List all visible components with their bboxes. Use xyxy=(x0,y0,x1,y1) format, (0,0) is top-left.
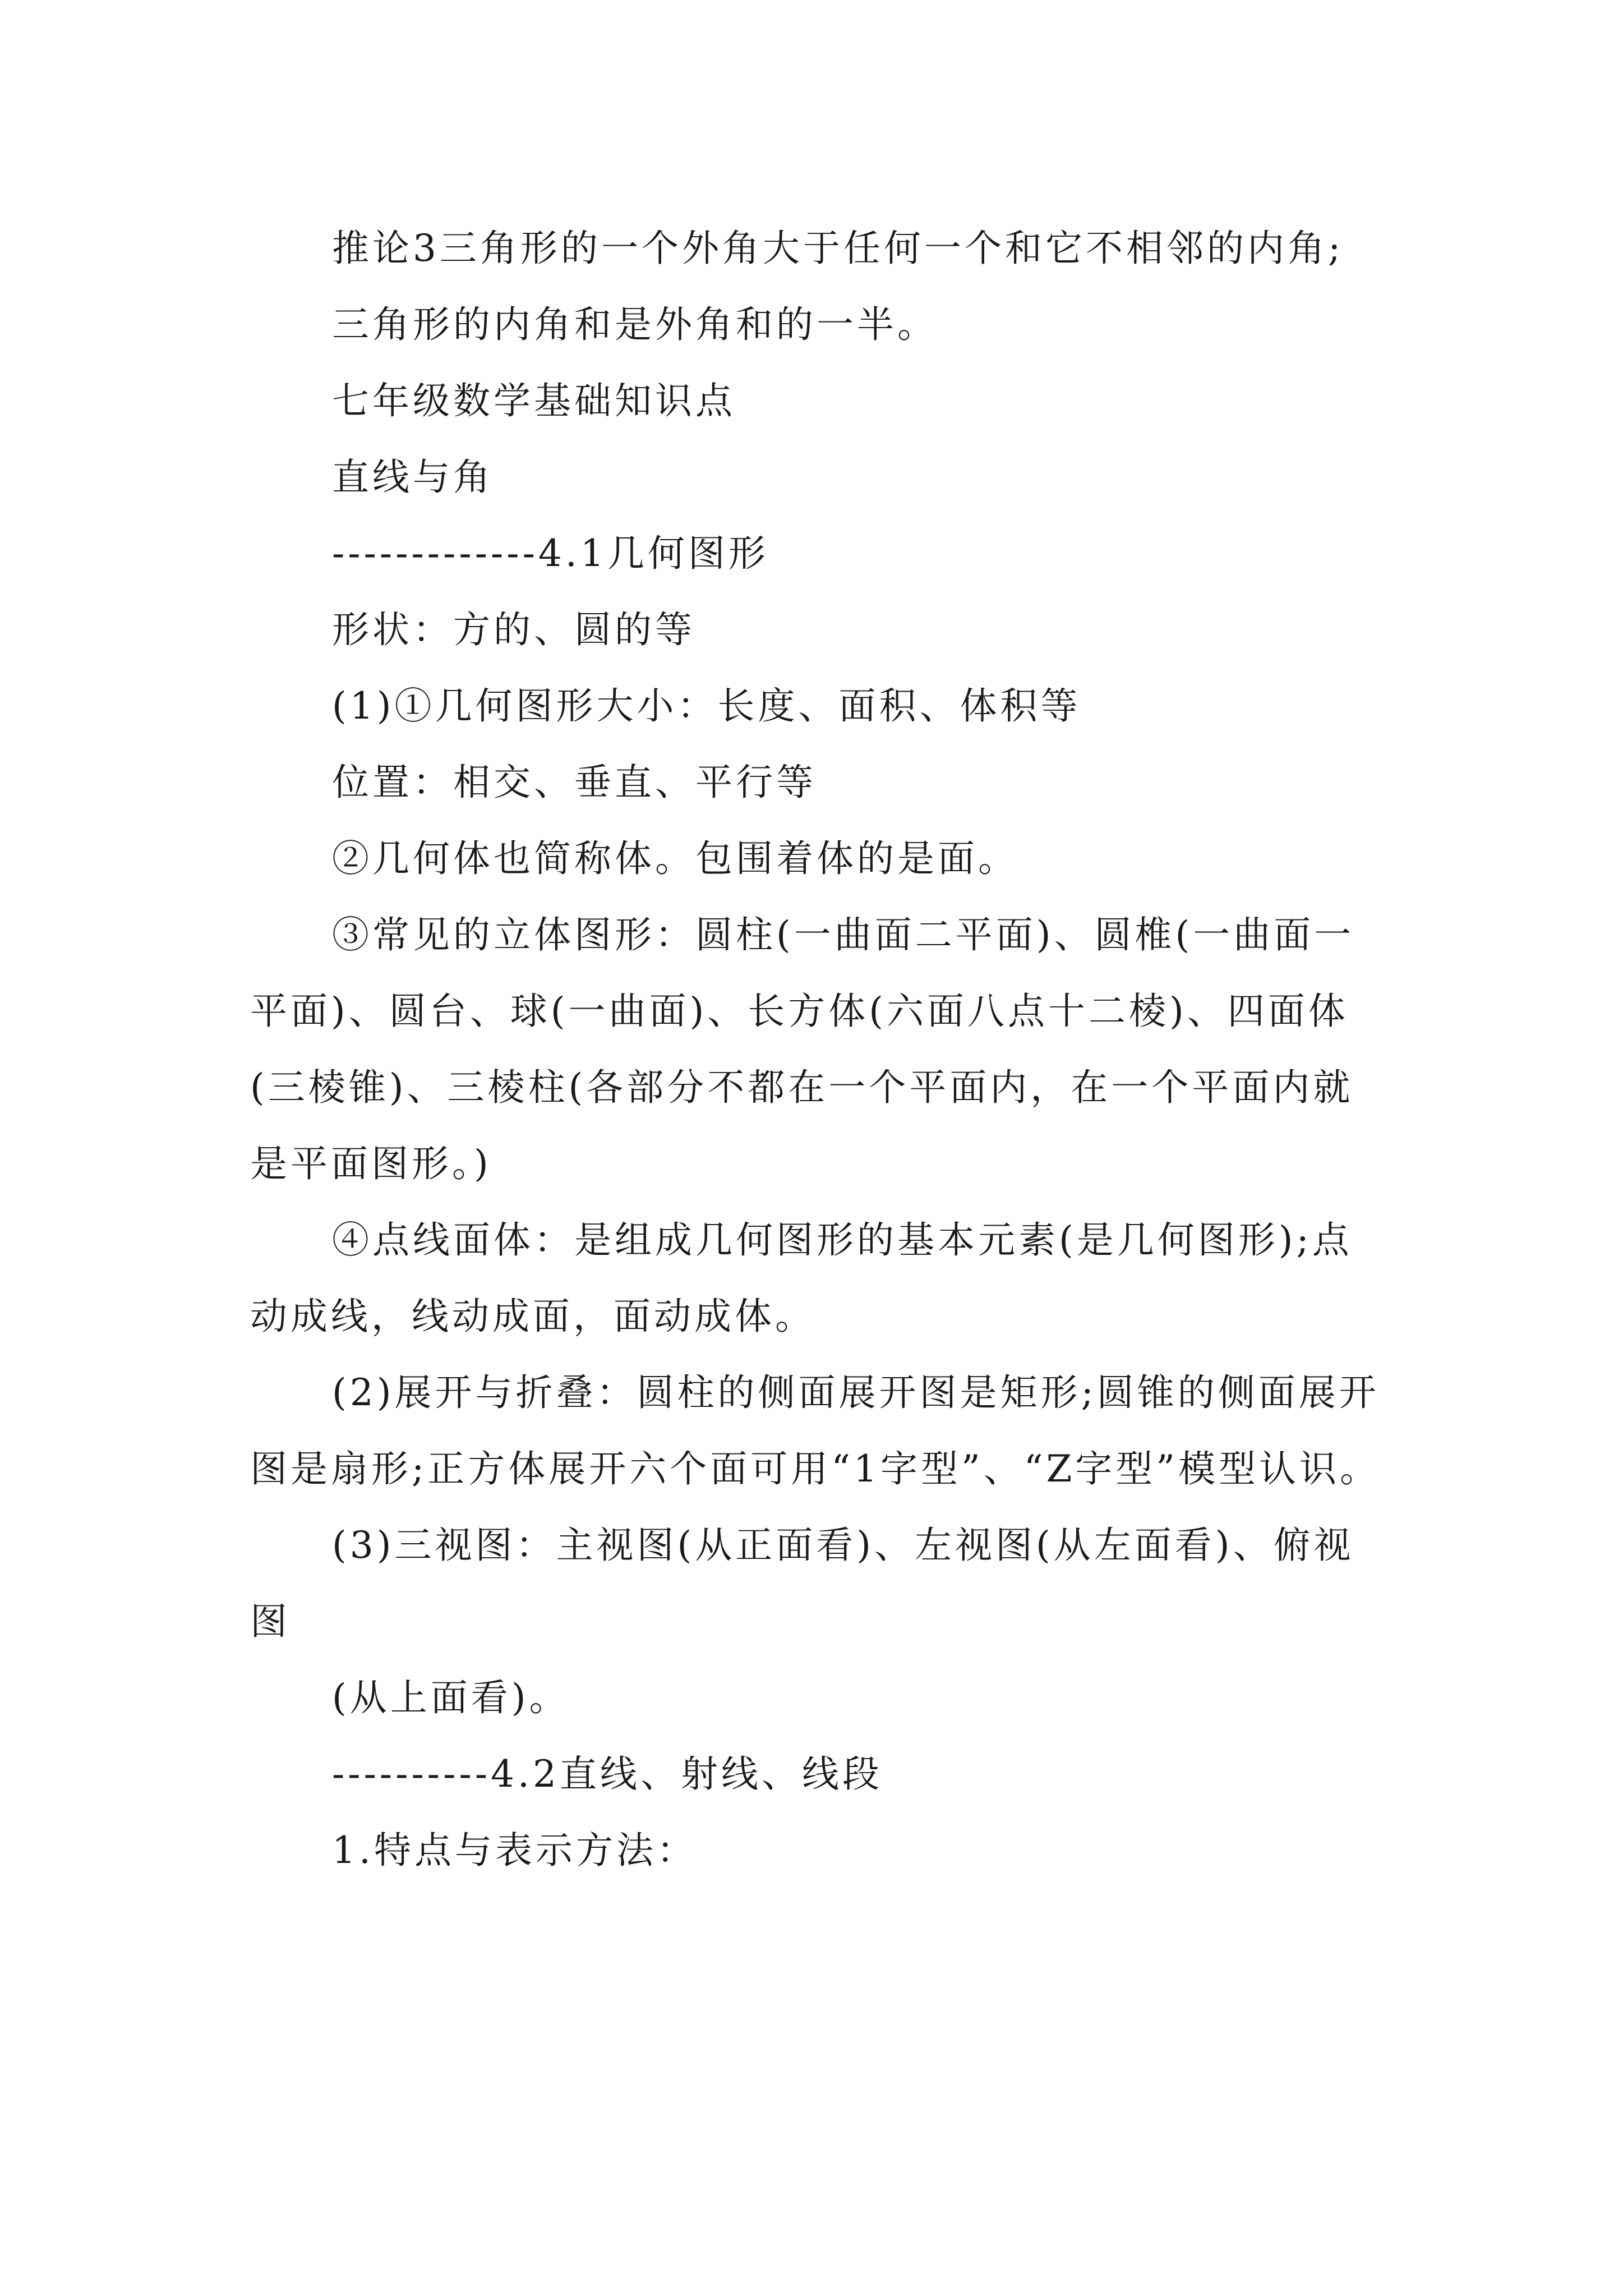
paragraph-unfold: (2)展开与折叠：圆柱的侧面展开图是矩形;圆锥的侧面展开图是扇形;正方体展开六个面可用“1字型”、“Z字型”模型认识。 xyxy=(250,1371,1381,1490)
section-heading-4-2: ----------4.2直线、射线、线段 xyxy=(332,1752,883,1796)
paragraph-shape: 形状：方的、圆的等 xyxy=(332,608,695,651)
paragraph-size: (1)①几何图形大小：长度、面积、体积等 xyxy=(332,684,1081,728)
paragraph-features: 1.特点与表示方法： xyxy=(332,1829,697,1872)
paragraph-three-views: (3)三视图：主视图(从正面看)、左视图(从左面看)、俯视图 xyxy=(250,1524,1354,1643)
paragraph-top-view: (从上面看)。 xyxy=(332,1676,570,1719)
chapter-title: 直线与角 xyxy=(332,455,494,499)
paragraph-position: 位置：相交、垂直、平行等 xyxy=(332,761,817,804)
document-body xyxy=(250,210,1383,1889)
paragraph-point-line-plane: ④点线面体：是组成几何图形的基本元素(是几何图形);点动成线，线动成面，面动成体。 xyxy=(250,1218,1353,1338)
paragraph-angle-sum: 三角形的内角和是外角和的一半。 xyxy=(332,303,938,346)
paragraph-common-solids: ③常见的立体图形：圆柱(一曲面二平面)、圆椎(一曲面一平面)、圆台、球(一曲面)、长方体(六面八点十二棱)、四面体(三棱锥)、三棱柱(各部分不都在一个平面内，在一个平面内就是平面图形。) xyxy=(250,913,1355,1185)
paragraph-corollary-3: 推论3三角形的一个外角大于任何一个和它不相邻的内角; xyxy=(332,227,1344,270)
section-title: 七年级数学基础知识点 xyxy=(332,379,736,422)
section-heading-4-1: -------------4.1几何图形 xyxy=(332,532,769,575)
paragraph-solid: ②几何体也简称体。包围着体的是面。 xyxy=(332,837,1018,880)
